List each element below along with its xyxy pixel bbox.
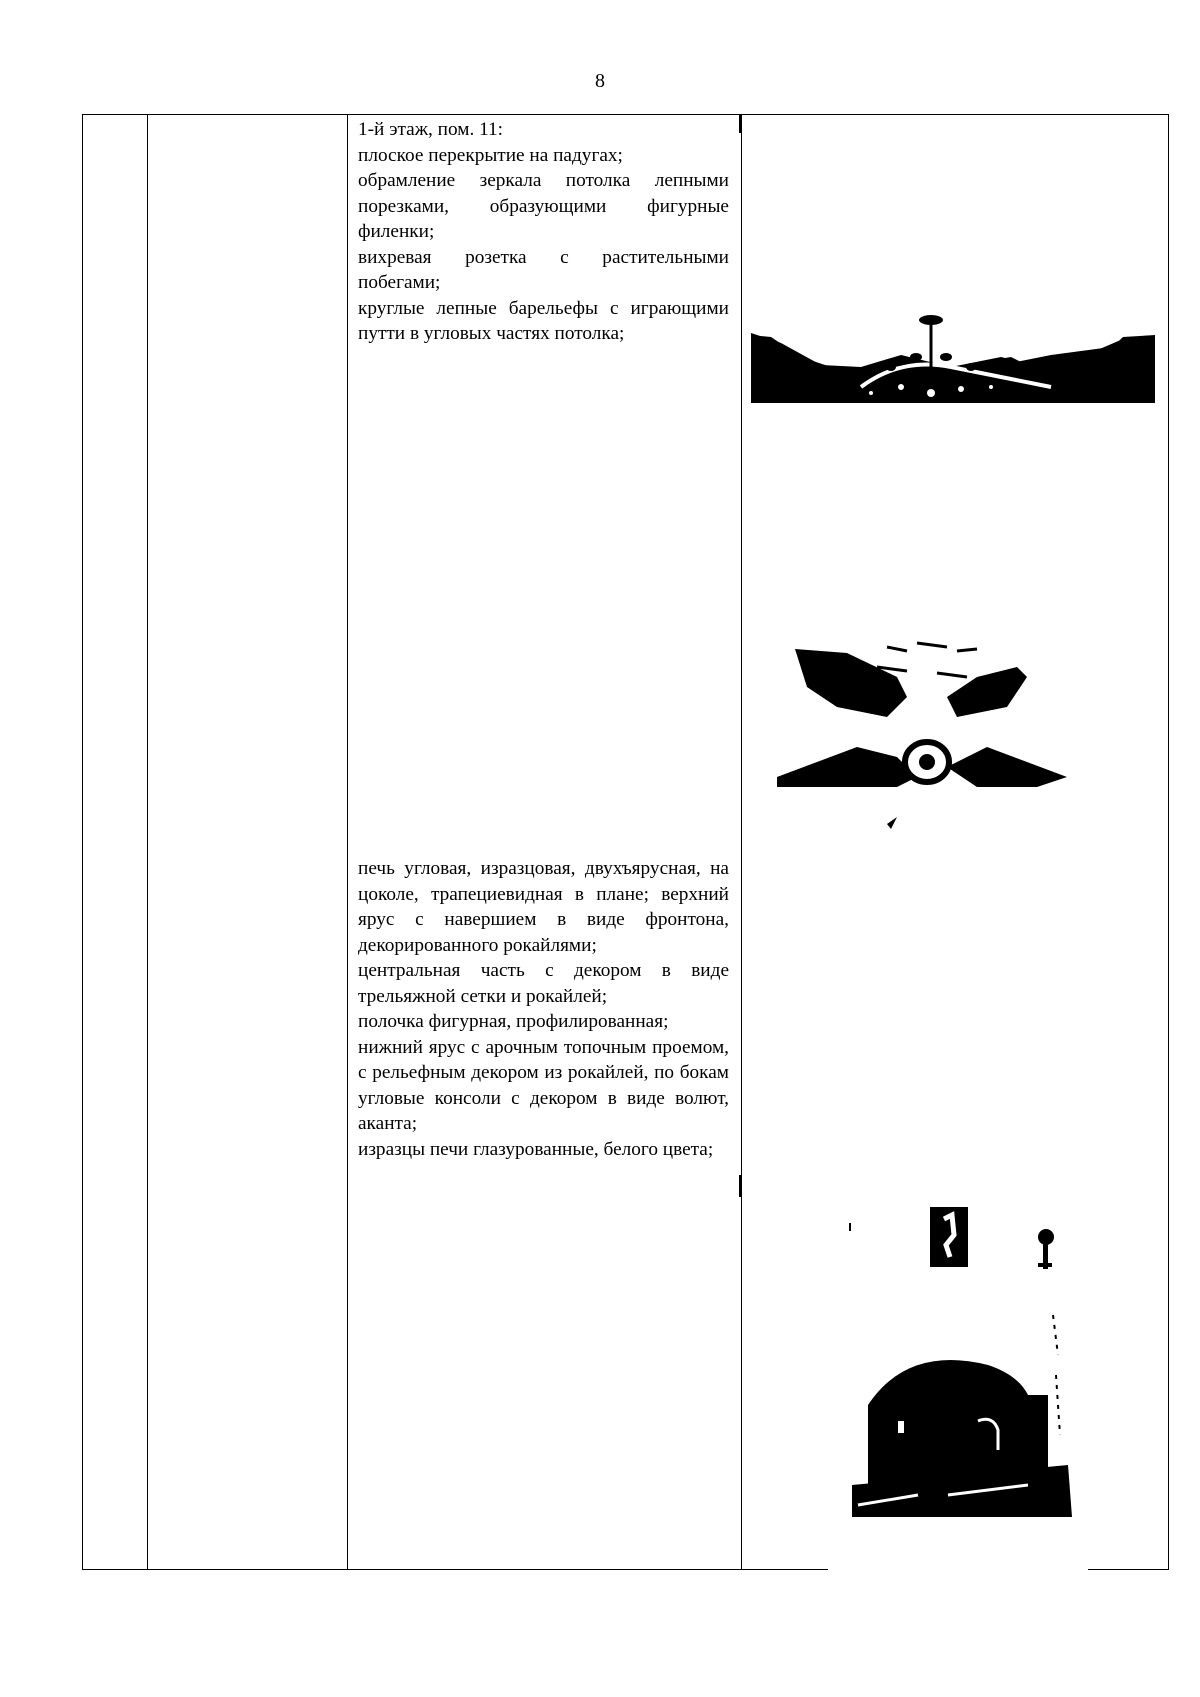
column-divider-3 xyxy=(741,115,742,1569)
description-item: вихревая розетка с растительными побегами; xyxy=(358,246,729,293)
tiled-stove-photo xyxy=(828,1195,1088,1635)
room-heading: 1-й этаж, пом. 11: xyxy=(358,119,504,140)
heritage-table xyxy=(82,114,1169,1570)
ceiling-rosette-photo xyxy=(777,637,1087,847)
description-item: полочка фигурная, профилированная; xyxy=(358,1011,669,1032)
description-item: изразцы печи глазурованные, белого цвета; xyxy=(358,1138,714,1160)
description-item: круглые лепные барельефы с играющими путти в угловых частях потолка; xyxy=(358,297,729,344)
description-item: обрамление зеркала потолка лепными порезками, образующими фигурные филенки; xyxy=(358,170,729,242)
cell-mark-top xyxy=(739,115,742,133)
description-block-room-11 xyxy=(358,117,729,347)
description-item: нижний ярус с арочным топочным проемом, с рельефным декором из рокайлей, по бокам угловые консоли с декором в виде волют, аканта; xyxy=(358,1036,729,1134)
page-number: 8 xyxy=(595,70,605,92)
description-block-stove xyxy=(358,856,729,1162)
column-divider-2 xyxy=(347,115,348,1569)
description-item: центральная часть с декором в виде трельяжной сетки и рокайлей; xyxy=(358,960,729,1007)
description-item: печь угловая, изразцовая, двухъярусная, на цоколе, трапециевидная в плане; верхний ярус с навершием в виде фронтона, декорированного рокайлями; xyxy=(358,858,729,956)
description-item: плоское перекрытие на падугах; xyxy=(358,144,623,166)
ceiling-chandelier-photo xyxy=(751,217,1155,403)
column-divider-1 xyxy=(147,115,148,1569)
cell-mark-bottom xyxy=(739,1175,742,1197)
